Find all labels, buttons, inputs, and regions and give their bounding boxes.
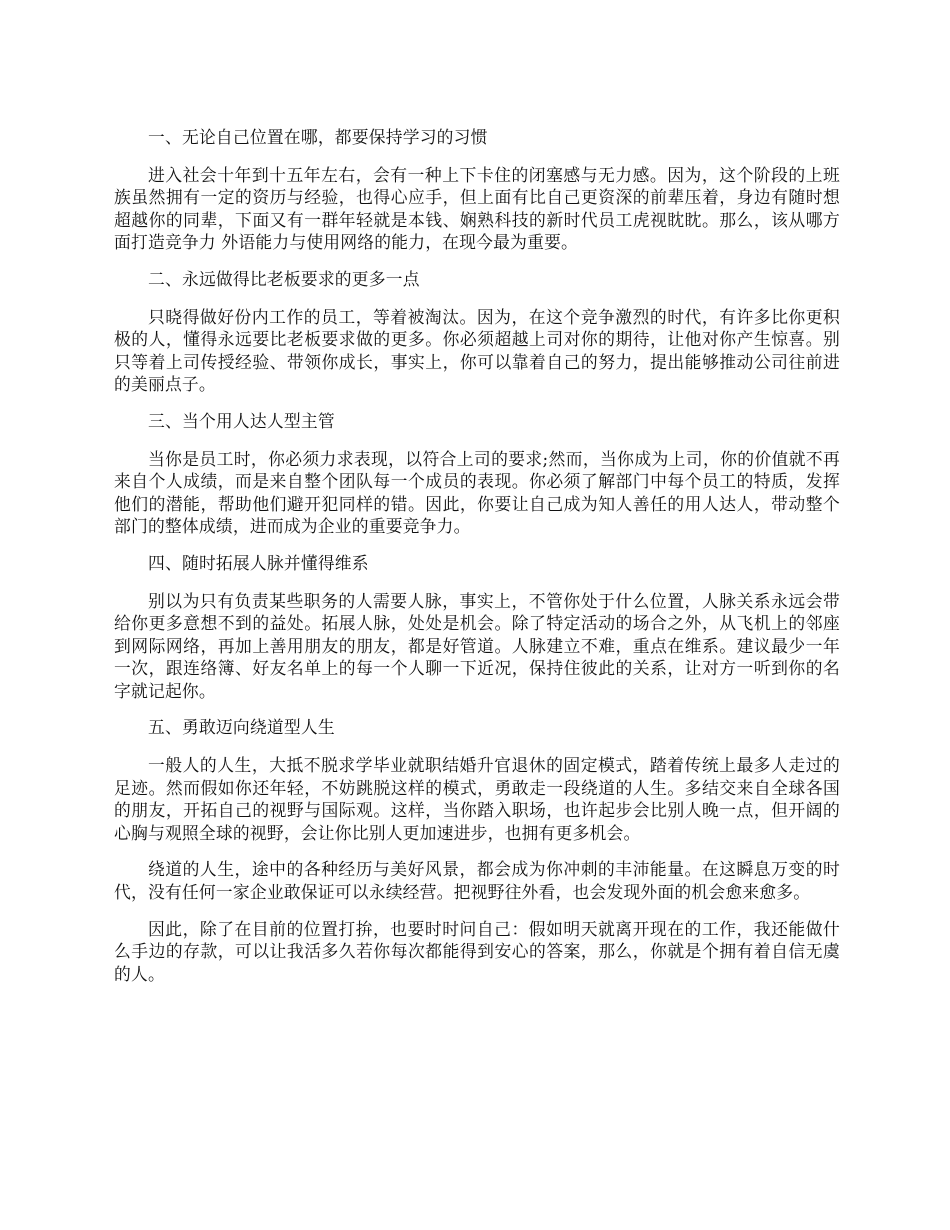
section-heading-4: 四、随时拓展人脉并懂得维系 [148, 552, 369, 573]
document-page [114, 126, 840, 999]
section-heading-1: 一、无论自己位置在哪，都要保持学习的习惯 [148, 127, 488, 147]
paragraph-1: 进入社会十年到十五年左右，会有一种上下卡住的闭塞感与无力感。因为，这个阶段的上班族虽然拥有一定的资历与经验，也得心应手，但上面有比自己更资深的前辈压着，身边有随时想超越你的同辈，下面又有一群年轻就是本钱、娴熟科技的新时代员工虎视眈眈。那么，该从哪方面打造竞争力 外语能力与使用网络的能力，在现今最为重要。 [114, 164, 840, 253]
paragraph-7: 因此，除了在目前的位置打拚，也要时时问自己：假如明天就离开现在的工作，我还能做什么手边的存款，可以让我活多久若你每次都能得到安心的答案，那么，你就是个拥有着自信无虞的人。 [114, 918, 840, 984]
section-heading-3: 三、当个用人达人型主管 [148, 410, 335, 431]
section-heading-2: 二、永远做得比老板要求的更多一点 [148, 268, 420, 289]
paragraph-4: 别以为只有负责某些职务的人需要人脉，事实上，不管你处于什么位置，人脉关系永远会带给你更多意想不到的益处。拓展人脉，处处是机会。除了特定活动的场合之外，从飞机上的邻座到网际网络，再加上善用朋友的朋友，都是好管道。人脉建立不难，重点在维系。建议最少一年一次，跟连络簿、好友名单上的每一个人聊一下近况，保持住彼此的关系，让对方一听到你的名字就记起你。 [114, 590, 840, 701]
paragraph-5: 一般人的人生，大抵不脱求学毕业就职结婚升官退休的固定模式，踏着传统上最多人走过的足迹。然而假如你还年轻，不妨跳脱这样的模式，勇敢走一段绕道的人生。多结交来自全球各国的朋友，开拓自己的视野与国际观。这样，当你踏入职场，也许起步会比别人晚一点，但开阔的心胸与观照全球的视野，会让你比别人更加速进步，也拥有更多机会。 [114, 755, 840, 843]
section-heading-5: 五、勇敢迈向绕道型人生 [148, 717, 335, 738]
paragraph-6: 绕道的人生，途中的各种经历与美好风景，都会成为你冲刺的丰沛能量。在这瞬息万变的时代，没有任何一家企业敢保证可以永续经营。把视野往外看，也会发现外面的机会愈来愈多。 [114, 859, 840, 903]
paragraph-3: 当你是员工时，你必须力求表现，以符合上司的要求;然而，当你成为上司，你的价值就不再来自个人成绩，而是来自整个团队每一个成员的表现。你必须了解部门中每个员工的特质，发挥他们的潜能，帮助他们避开犯同样的错。因此，你要让自己成为知人善任的用人达人，带动整个部门的整体成绩，进而成为企业的重要竞争力。 [114, 448, 840, 537]
paragraph-2: 只晓得做好份内工作的员工，等着被淘汰。因为，在这个竞争激烈的时代，有许多比你更积极的人，懂得永远要比老板要求做的更多。你必须超越上司对你的期待，让他对你产生惊喜。别只等着上司传授经验、带领你成长，事实上，你可以靠着自己的努力，提出能够推动公司往前进的美丽点子。 [114, 306, 840, 395]
